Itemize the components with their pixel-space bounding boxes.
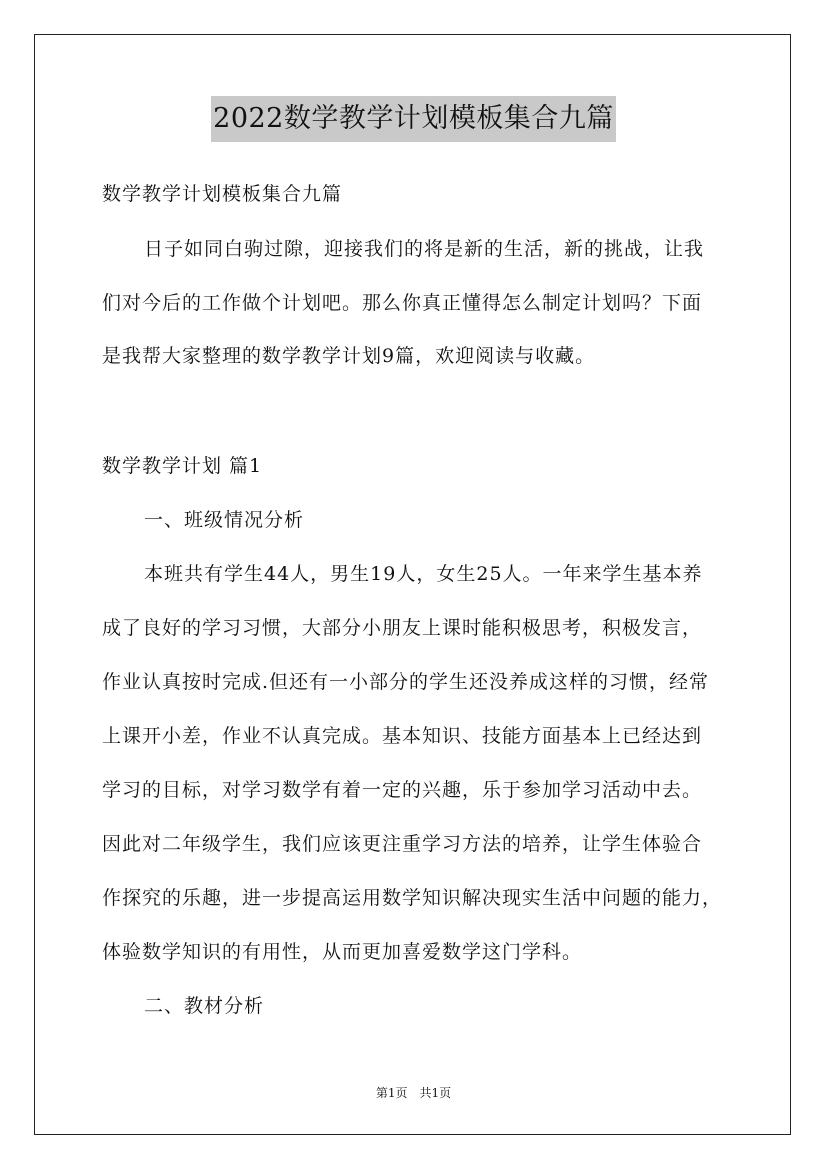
- paragraph-line-4: 上课开小差，作业不认真完成。基本知识、技能方面基本上已经达到: [102, 725, 703, 747]
- section-heading: 数学教学计划 篇1: [102, 455, 263, 477]
- document-subtitle: 数学教学计划模板集合九篇: [102, 183, 343, 205]
- document-title: 2022数学教学计划模板集合九篇: [211, 96, 616, 142]
- paragraph-line-2: 成了良好的学习习惯，大部分小朋友上课时能积极思考，积极发言，: [102, 617, 703, 639]
- paragraph-line-1: 本班共有学生44人，男生19人，女生25人。一年来学生基本养: [144, 563, 703, 585]
- intro-line-3: 是我帮大家整理的数学教学计划9篇，欢迎阅读与收藏。: [102, 345, 596, 367]
- part1-heading: 一、班级情况分析: [144, 509, 305, 531]
- intro-line-2: 们对今后的工作做个计划吧。那么你真正懂得怎么制定计划吗？下面: [102, 292, 703, 314]
- paragraph-line-6: 因此对二年级学生，我们应该更注重学习方法的培养，让学生体验合: [102, 833, 703, 855]
- paragraph-line-5: 学习的目标，对学习数学有着一定的兴趣，乐于参加学习活动中去。: [102, 779, 703, 801]
- paragraph-line-8: 体验数学知识的有用性，从而更加喜爱数学这门学科。: [102, 941, 583, 963]
- paragraph-line-7: 作探究的乐趣，进一步提高运用数学知识解决现实生活中问题的能力，: [102, 887, 723, 909]
- intro-line-1: 日子如同白驹过隙，迎接我们的将是新的生活，新的挑战，让我: [144, 238, 705, 260]
- paragraph-line-3: 作业认真按时完成.但还有一小部分的学生还没养成这样的习惯，经常: [102, 671, 710, 693]
- part2-heading: 二、教材分析: [144, 995, 265, 1017]
- title-wrap: [0, 96, 827, 142]
- page-footer: 第1页 共1页: [375, 1086, 452, 1100]
